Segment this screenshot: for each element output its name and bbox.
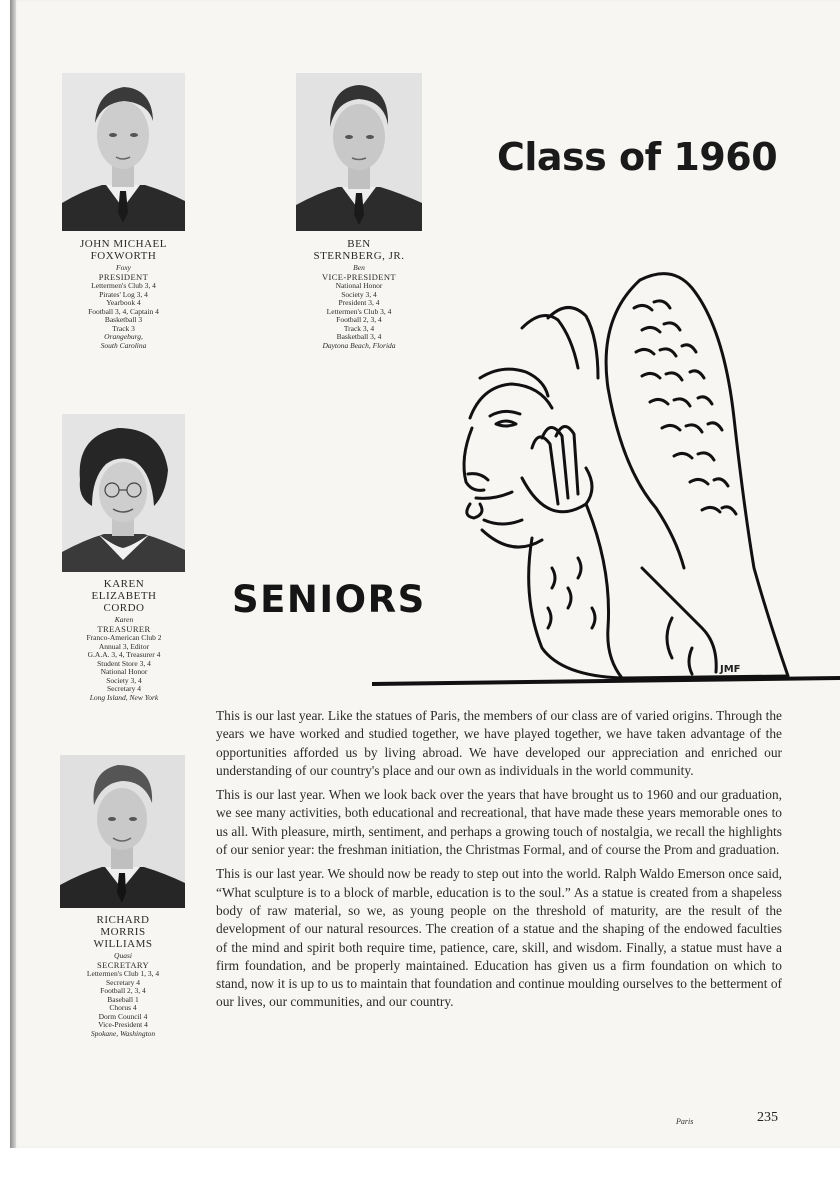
portrait-ben-sternberg	[296, 73, 422, 231]
senior-hometown: Orangeburg,	[104, 332, 143, 341]
senior-nickname: Ben	[353, 263, 365, 272]
section-title: SENIORS	[232, 578, 426, 621]
senior-name: KAREN	[103, 578, 145, 590]
senior-activity: Lettermen's Club 3, 4	[326, 306, 392, 316]
seniors-essay	[216, 707, 782, 1018]
senior-activity: National Honor	[100, 667, 148, 676]
senior-activity: Secretary 4	[107, 684, 141, 693]
senior-office: TREASURER	[97, 624, 151, 634]
senior-activity: Annual 3, Editor	[98, 641, 150, 651]
senior-hometown: Daytona Beach, Florida	[322, 340, 396, 350]
senior-name: CORDO	[103, 602, 145, 614]
senior-hometown: Long Island, New York	[89, 692, 159, 702]
senior-name: RICHARD	[96, 914, 150, 926]
senior-office: PRESIDENT	[98, 272, 149, 282]
essay-paragraph: This is our last year. We should now be ready to step out into the world. Ralph Waldo Emerson once said, “What sculpture is to a block of marble, education is to the soul.” As a statue is created from a shapeless body of raw material, so we, as young people on the threshold of maturity, are the result of the development of our natural resources. The creation of a statue and the shaping of the endowed faculties of the mind and spirit both require time, patience, care, skill, and wisdom. Finally, a statue must have a firm foundation, and be properly maintained. Education has given us a firm foundation on which to stand, now it is up to us to maintain that foundation and continue moulding ourselves to the betterment of our lives, our communities, and our country.	[216, 866, 782, 1010]
senior-caption-3	[48, 578, 200, 702]
senior-office: SECRETARY	[96, 960, 150, 970]
senior-office: VICE-PRESIDENT	[321, 272, 397, 282]
senior-activity: Basketball 3	[104, 315, 143, 324]
senior-activity: Baseball 1	[107, 994, 139, 1004]
page-number: 235	[757, 1110, 778, 1125]
senior-name: STERNBERG, JR.	[313, 250, 405, 262]
senior-activity: Track 3	[112, 323, 135, 333]
senior-activity: Track 3, 4	[343, 323, 375, 333]
senior-activity: Yearbook 4	[106, 298, 141, 307]
senior-name: MORRIS	[100, 926, 146, 938]
senior-activity: Lettermen's Club 3, 4	[91, 281, 156, 290]
artist-signature: JMF	[720, 664, 741, 675]
senior-activity: Society 3, 4	[106, 675, 142, 685]
senior-name: WILLIAMS	[93, 938, 153, 950]
senior-activity: Secretary 4	[106, 977, 140, 987]
senior-caption-1	[52, 238, 195, 350]
senior-activity: Football 2, 3, 4	[336, 315, 382, 324]
senior-name: BEN	[347, 238, 371, 250]
senior-activity: Franco-American Club 2	[86, 633, 162, 642]
senior-activity: President 3, 4	[338, 298, 380, 307]
senior-hometown: Spokane, Washington	[90, 1028, 156, 1038]
gargoyle-illustration	[372, 268, 840, 688]
senior-nickname: Karen	[114, 615, 134, 624]
senior-activity: Football 2, 3, 4	[100, 986, 146, 995]
running-head: Paris	[676, 1117, 694, 1126]
senior-activity: Lettermen's Club 1, 3, 4	[86, 969, 160, 978]
senior-activity: G.A.A. 3, 4, Treasurer 4	[87, 650, 161, 659]
page-spine	[10, 0, 16, 1148]
senior-hometown: South Carolina	[100, 340, 147, 350]
senior-caption-4	[46, 914, 200, 1038]
portrait-karen-cordo	[62, 414, 185, 572]
senior-activity: Student Store 3, 4	[97, 658, 151, 668]
essay-paragraph: This is our last year. Like the statues of Paris, the members of our class are of varied origins. Through the years we have worked and studied together, we have played together, we have taken advantage of the opportunities afforded us by living abroad. We have developed our appreciation and enriched our understanding of our country's place and our own as individuals in the world community.	[216, 708, 782, 778]
senior-activity: Basketball 3, 4	[336, 332, 382, 341]
senior-activity: Pirates' Log 3, 4	[99, 289, 148, 299]
page-title: Class of 1960	[497, 135, 778, 179]
senior-nickname: Foxy	[116, 263, 131, 272]
portrait-john-foxworth	[62, 73, 185, 231]
senior-name: FOXWORTH	[90, 250, 157, 262]
portrait-richard-williams	[60, 755, 185, 908]
senior-activity: National Honor	[335, 281, 383, 290]
senior-activity: Chorus 4	[109, 1003, 137, 1012]
senior-name: ELIZABETH	[91, 590, 157, 602]
senior-activity: Society 3, 4	[341, 289, 377, 299]
senior-nickname: Quasi	[114, 951, 132, 960]
senior-activity: Vice-President 4	[98, 1020, 148, 1029]
senior-activity: Dorm Council 4	[98, 1011, 148, 1021]
senior-activity: Football 3, 4, Captain 4	[88, 306, 159, 316]
senior-name: JOHN MICHAEL	[80, 238, 167, 250]
essay-paragraph: This is our last year. When we look back over the years that have brought us to 1960 and our graduation, we see many activities, both educational and recreational, that have made these years memorable ones to us all. With pleasure, mirth, sentiment, and perhaps a growing touch of nostalgia, we recall the highlights of our senior year: the freshman initiation, the Christmas Formal, and of course the Prom and graduation.	[216, 787, 782, 858]
